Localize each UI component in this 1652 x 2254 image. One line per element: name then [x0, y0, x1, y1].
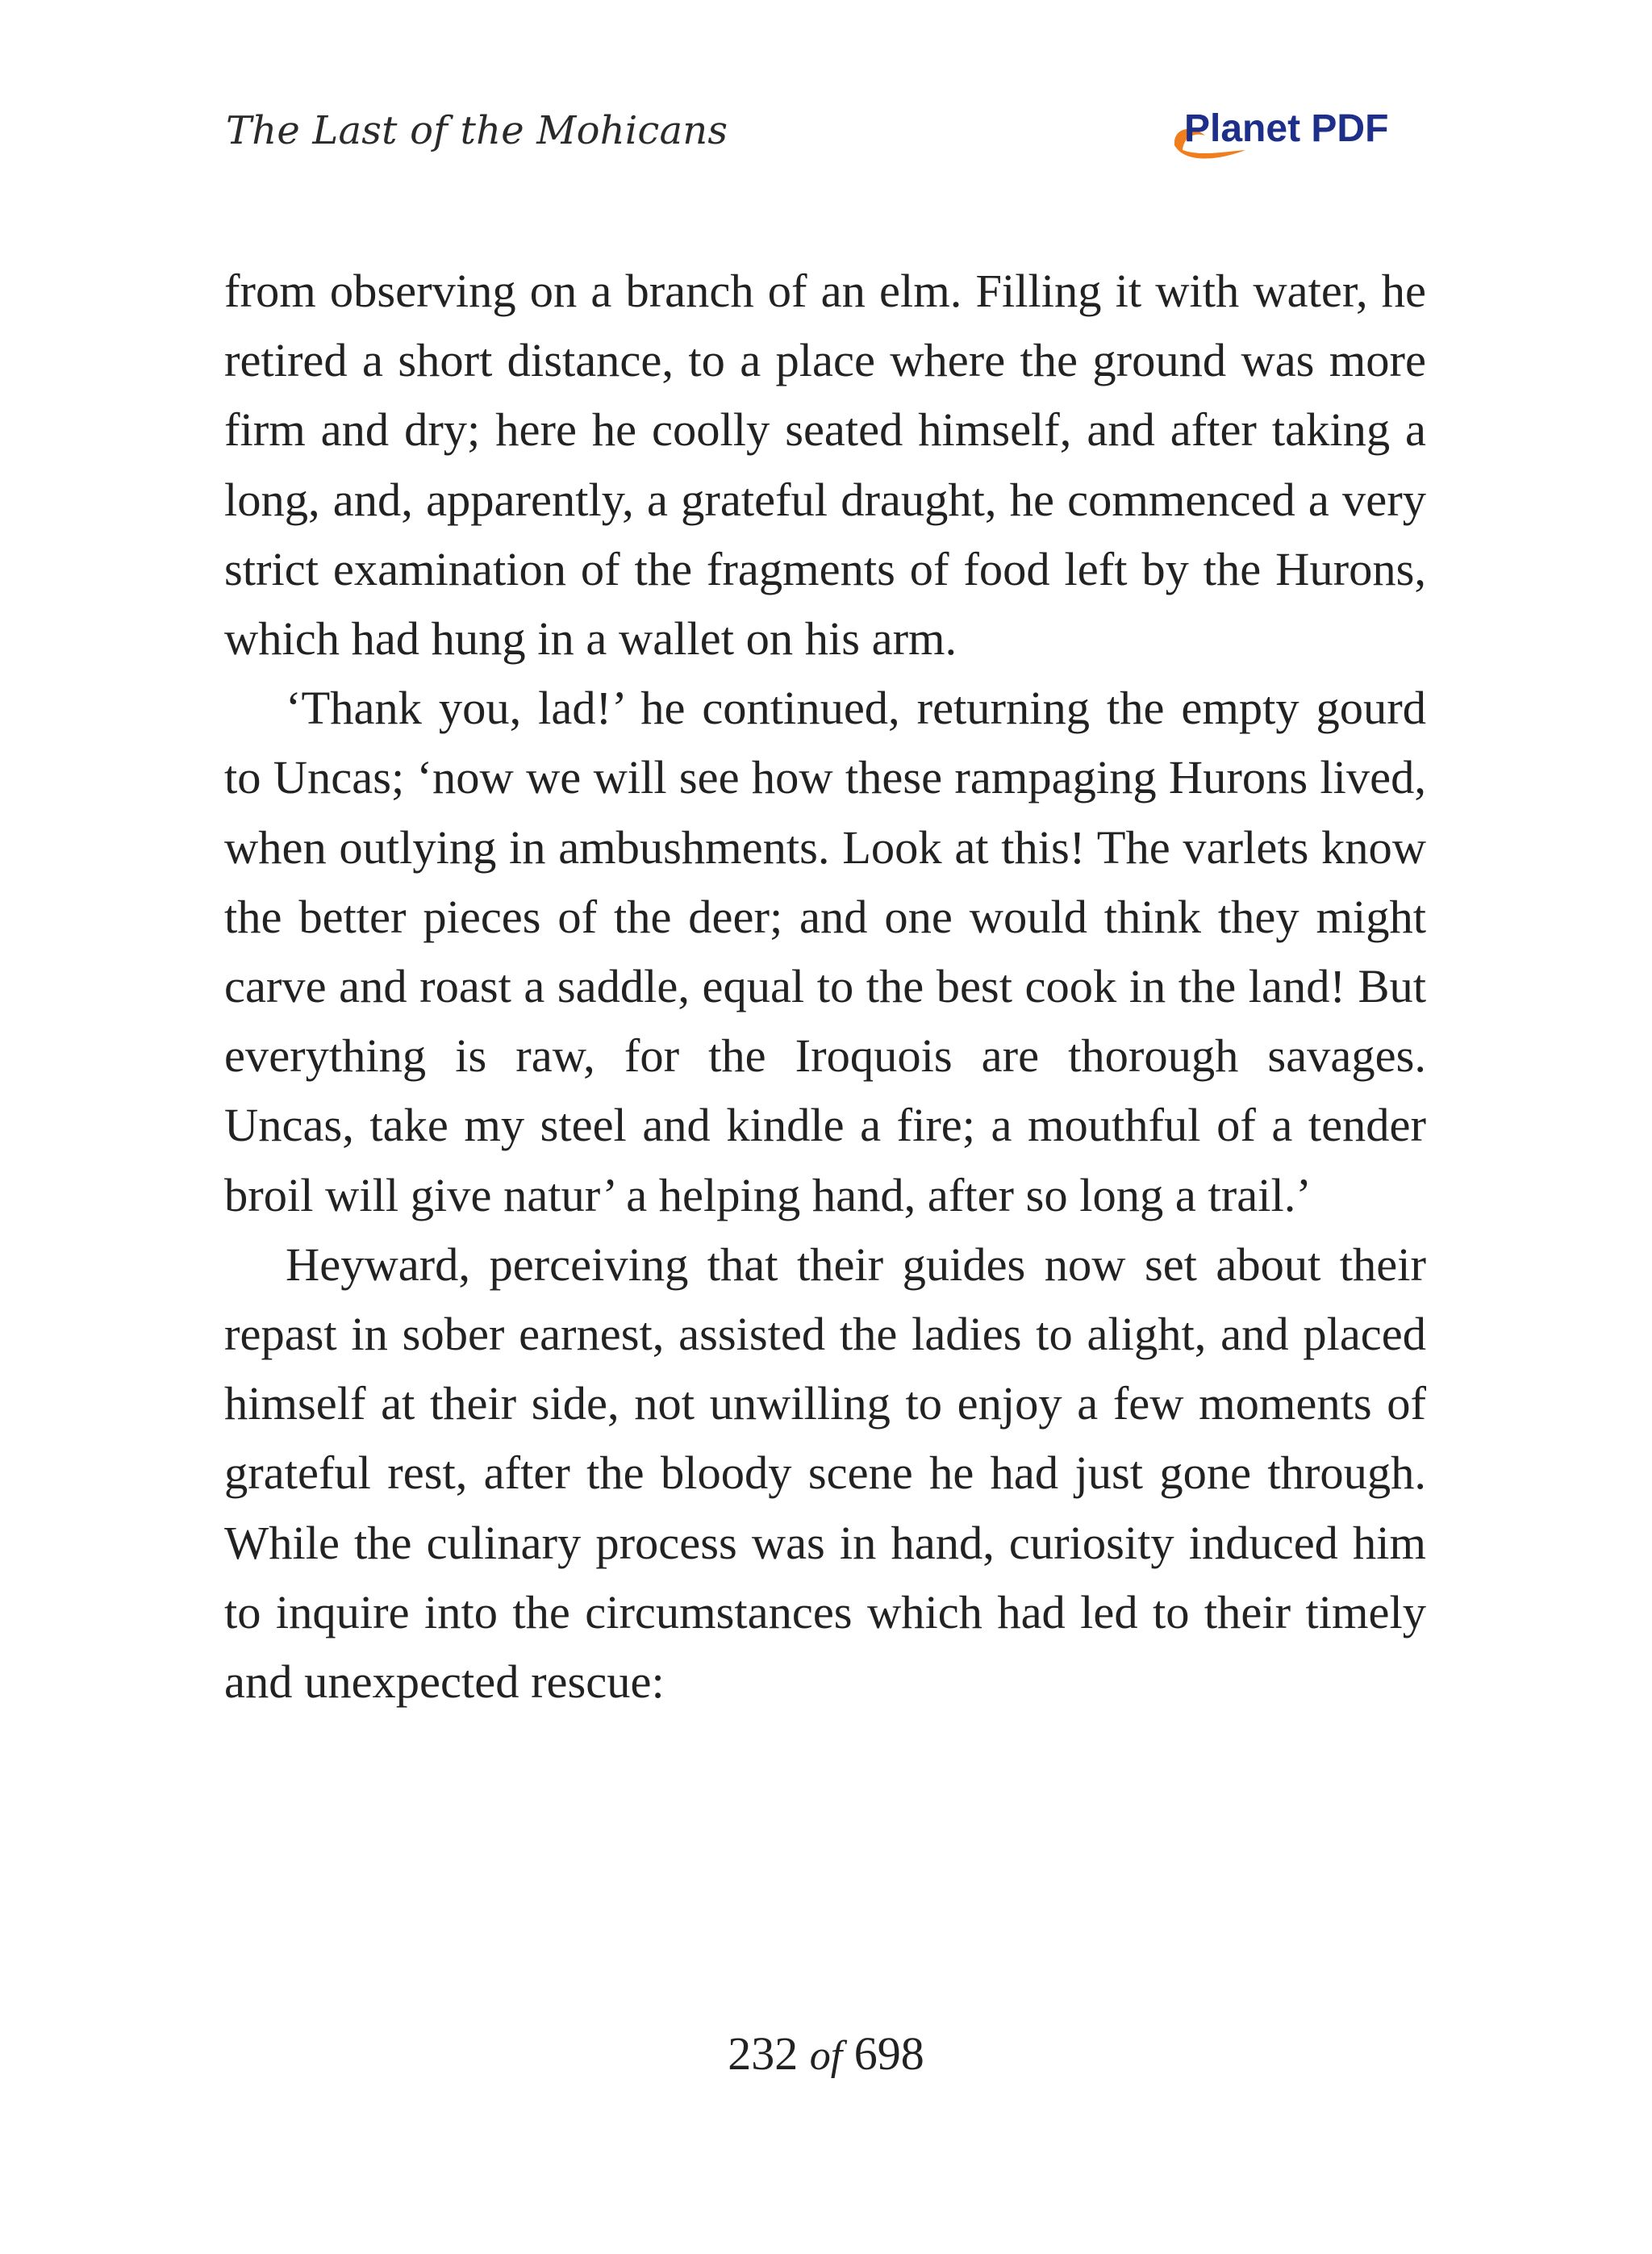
book-title: The Last of the Mohicans [226, 108, 728, 153]
paragraph-3: Heyward, perceiving that their guides now set about their repast in sober earnest, assisted the ladies to alight, and placed himself at their side, not unwilling to enjoy a few moments of grateful rest, after the bloody scene he had just gone through. While the culinary process was in hand, curiosity induced him to inquire into the circumstances which had led to their timely and unexpected rescue: [224, 1238, 1426, 1709]
page-header [226, 103, 1426, 176]
body-text [224, 257, 1426, 1717]
total-pages: 698 [853, 2027, 924, 2080]
of-label: of [809, 2033, 843, 2079]
paragraph-2: ‘Thank you, lad!’ he continued, returning the empty gourd to Uncas; ‘now we will see how these rampaging Hurons lived, when outlying in ambushments. Look at this! The varlets know the better pieces of the deer; and one would think they might carve and roast a saddle, equal to the best cook in the land! But everything is raw, for the Iroquois are thorough savages. Uncas, take my steel and kindle a fire; a mouthful of a tender broil will give natur’ a helping hand, after so long a trail.’ [224, 682, 1426, 1221]
paragraph-1: from observing on a branch of an elm. Filling it with water, he retired a short distance, to a place where the ground was more firm and dry; here he coolly seated himself, and after taking a long, and, apparently, a grateful draught, he commenced a very strict examination of the fragments of food left by the Hurons, which had hung in a wallet on his arm. [224, 265, 1426, 666]
page-number [0, 2027, 1652, 2081]
planet-pdf-logo [1168, 103, 1426, 168]
current-page: 232 [728, 2027, 799, 2080]
logo-text: Planet PDF [1184, 107, 1389, 150]
